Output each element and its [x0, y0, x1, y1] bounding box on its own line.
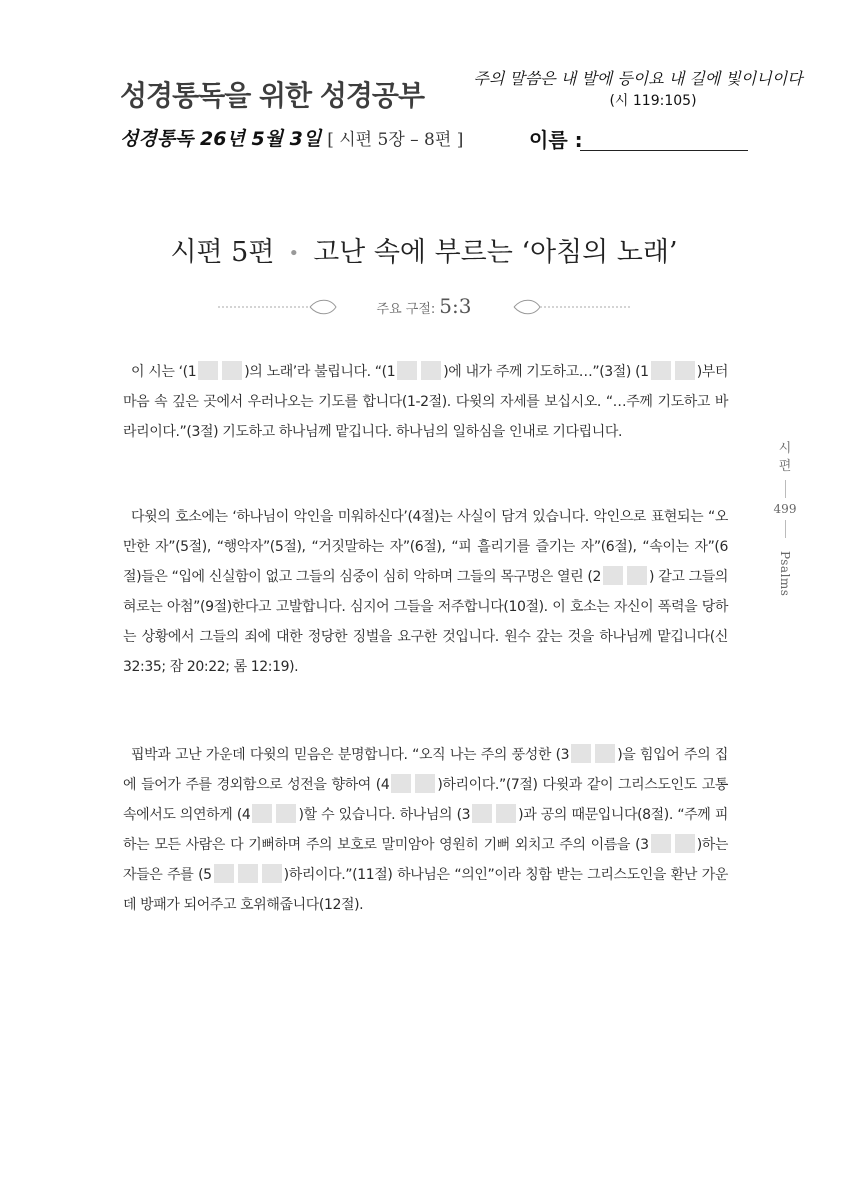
blank-box[interactable]: [222, 361, 242, 380]
blank-box[interactable]: [675, 834, 695, 853]
blank-box[interactable]: [397, 361, 417, 380]
blank-box[interactable]: [627, 566, 647, 585]
key-verse: [0, 292, 848, 324]
p3-text: )하리이다.”(7절) 다윗과 같이 그리스도인도 고통 속에서도 의연하게 (4: [123, 777, 728, 823]
name-field-line[interactable]: [580, 150, 748, 151]
p3-text: 핍박과 고난 가운데 다윗의 믿음은 분명합니다. “오직 나는 주의 풍성한 (3: [131, 747, 570, 763]
p2-text: ) 같고 그들의 혀로는 아첨”(9절)한다고 고발합니다. 심지어 그들을 저주합니다(10절). 이 호소는 자신이 폭력을 당하는 상황에서 그들의 죄에 대한 정당한 징벌을 요구한 것입니다. 원수 갚는 것을 하나님께 맡깁니다(신 32:35; 잠 20:22; 롬 12:19).: [123, 569, 728, 675]
blank-box[interactable]: [276, 804, 296, 823]
blank-box[interactable]: [651, 361, 671, 380]
paragraph-3: [123, 740, 728, 920]
blank-box[interactable]: [595, 744, 615, 763]
blank-box[interactable]: [472, 804, 492, 823]
p1-text: )의 노래’라 불립니다. “(1: [244, 364, 396, 380]
side-tab: [770, 440, 800, 604]
title-separator: •: [288, 243, 300, 264]
p3-text: )할 수 있습니다. 하나님의 (3: [298, 807, 471, 823]
p1-text: )부터 마음 속 깊은 곳에서 우러나오는 기도를 합니다(1-2절). 다윗의 자세를 보십시오. “…주께 기도하고 바라리이다.”(3절) 기도하고 하나님께 맡깁니다. 하나님의 일하심을 인내로 기다립니다.: [123, 364, 728, 440]
side-tab-english: Psalms: [778, 551, 792, 597]
paragraph-2: [123, 502, 728, 682]
paragraph-1: [123, 357, 728, 447]
chapter-title: [0, 230, 848, 269]
blank-box[interactable]: [571, 744, 591, 763]
p2-text: 다윗의 호소에는 ‘하나님이 악인을 미워하신다’(4절)는 사실이 담겨 있습니다. 악인으로 표현되는 “오만한 자”(5절), “행악자”(5절), “거짓말하는 자”(6절), “피 흘리기를 즐기는 자”(6절), “속이는 자”(6절)들은 “입에 신실함이 없고 그들의 심중이 심히 악하며 그들의 목구멍은 열린 (2: [123, 509, 728, 585]
name-label: 이름 :: [529, 128, 583, 152]
chapter-title-sub: 고난 속에 부르는 ‘아침의 노래’: [313, 237, 678, 268]
p3-text: )과 공의 때문입니다(8절). “주께 피하는 모든 사람은 다 기뻐하며 주의 보호로 말미암아 영원히 기뻐 외치고 주의 이름을 (3: [123, 807, 728, 853]
blank-box[interactable]: [391, 774, 411, 793]
side-tab-divider: [785, 520, 786, 538]
side-tab-label-bottom: 편: [778, 459, 792, 474]
side-tab-divider: [785, 480, 786, 498]
motto-reference: (시 119:105): [609, 93, 697, 109]
reading-info: [120, 124, 463, 154]
p3-text: )하리이다.”(11절) 하나님은 “의인”이라 칭함 받는 그리스도인을 환난 가운데 방패가 되어주고 호위해줍니다(12절).: [123, 867, 728, 913]
blank-box[interactable]: [262, 864, 282, 883]
reading-range: [ 시편 5장 – 8편 ]: [327, 130, 464, 150]
reading-date: 성경통독 26년 5월 3일: [120, 128, 322, 150]
document-title: 성경통독을 위한 성경공부: [120, 79, 425, 112]
blank-box[interactable]: [603, 566, 623, 585]
p1-text: )에 내가 주께 기도하고…”(3절) (1: [443, 364, 649, 380]
key-verse-label: 주요 구절:: [373, 302, 440, 317]
blank-box[interactable]: [496, 804, 516, 823]
p3-text: )을 힘입어 주의 집에 들어가 주를 경외함으로 성전을 향하여 (4: [123, 747, 728, 793]
side-tab-label-top: 시: [778, 441, 792, 456]
p3-text: )하는 자들은 주를 (5: [123, 837, 728, 883]
blank-box[interactable]: [651, 834, 671, 853]
blank-box[interactable]: [214, 864, 234, 883]
blank-box[interactable]: [252, 804, 272, 823]
p1-text: 이 시는 ‘(1: [131, 364, 197, 380]
blank-box[interactable]: [238, 864, 258, 883]
handwritten-motto: [468, 68, 808, 112]
page-number: 499: [773, 502, 797, 516]
blank-box[interactable]: [198, 361, 218, 380]
blank-box[interactable]: [675, 361, 695, 380]
key-verse-reference: 5:3: [439, 294, 475, 318]
chapter-title-main: 시편 5편: [170, 237, 275, 268]
blank-box[interactable]: [421, 361, 441, 380]
blank-box[interactable]: [415, 774, 435, 793]
motto-verse: 주의 말씀은 내 발에 등이요 내 길에 빛이니이다: [473, 69, 803, 88]
